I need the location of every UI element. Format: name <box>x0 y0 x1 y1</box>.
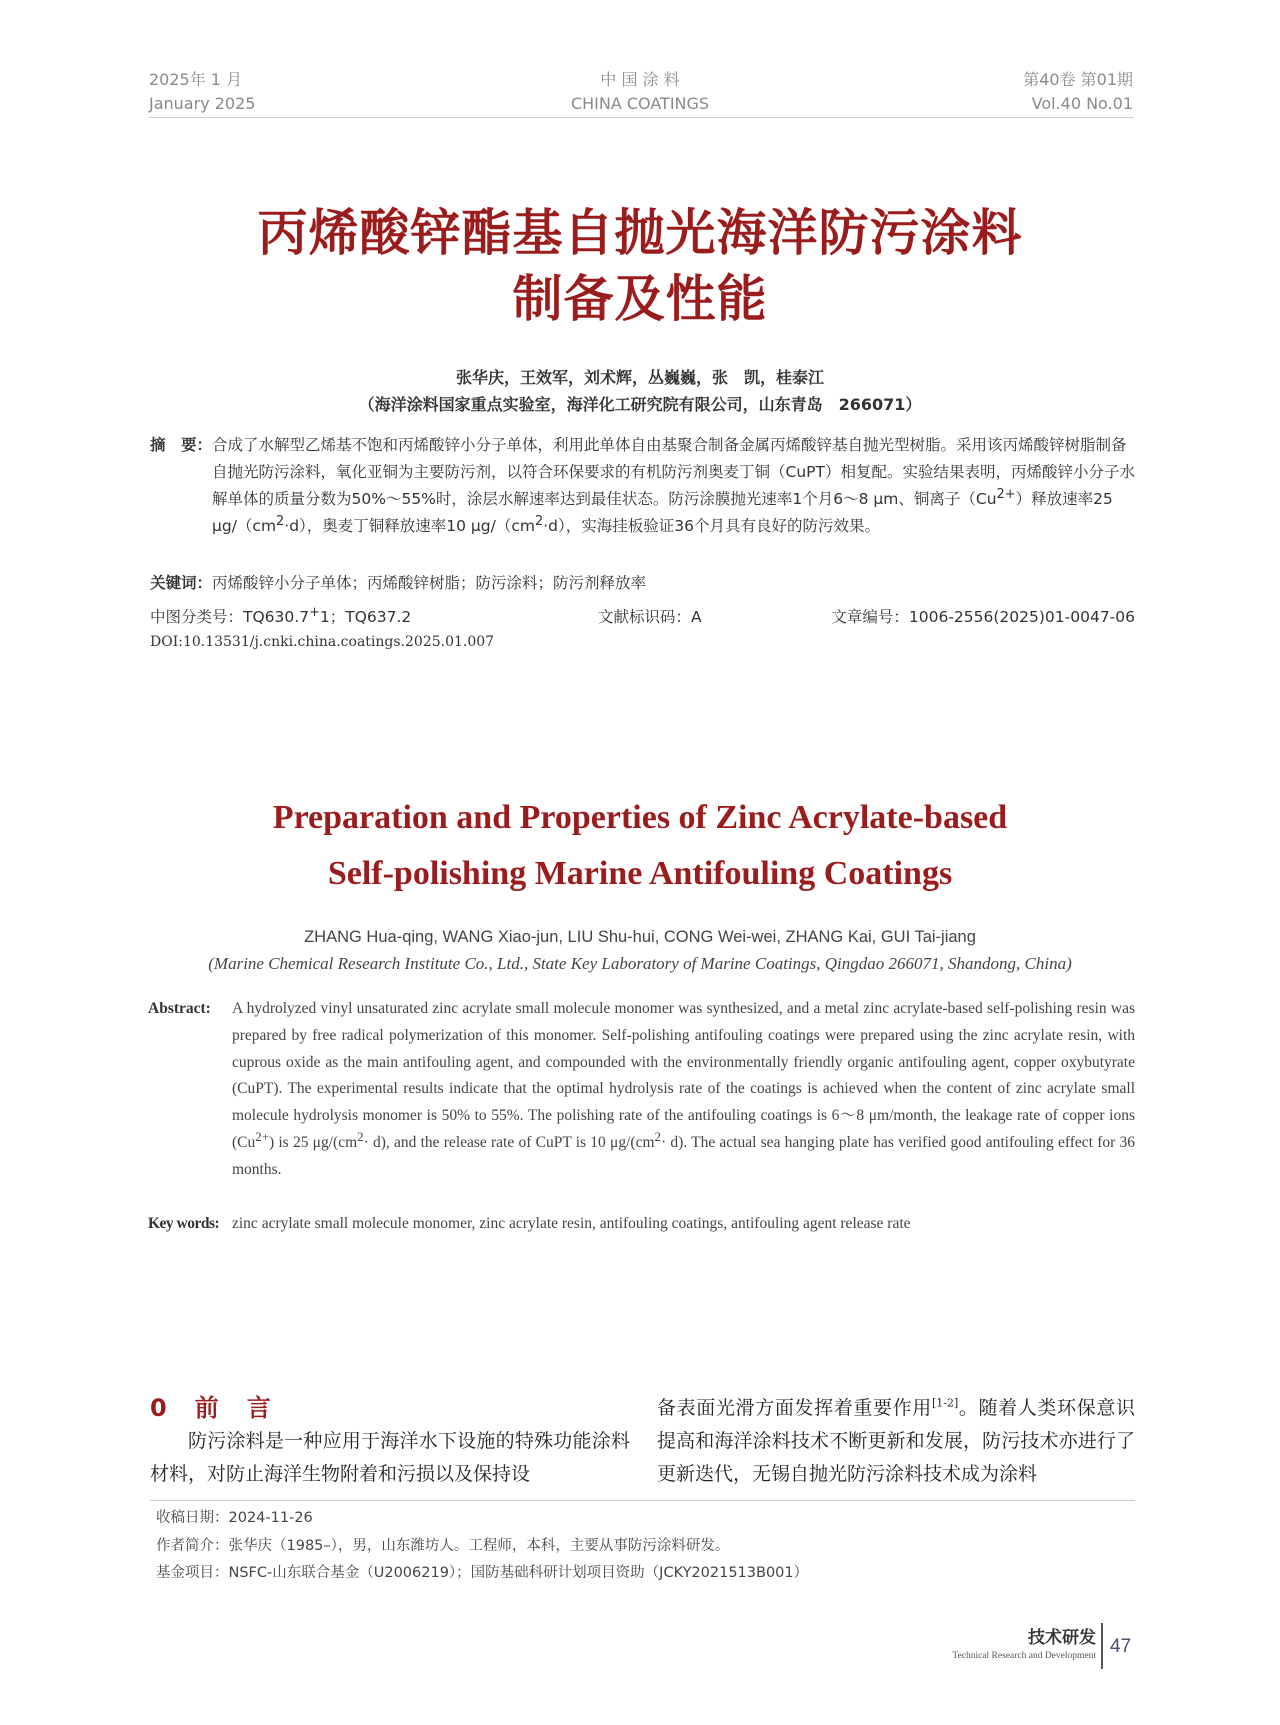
running-header-journal <box>500 68 780 116</box>
en-keywords <box>148 1215 1135 1233</box>
cn-title-line1: 丙烯酸锌酯基自抛光海洋防污涂料 <box>257 204 1023 262</box>
cn-abstract-text-1: 合成了水解型乙烯基不饱和丙烯酸锌小分子单体，利用此单体自由基聚合制备金属丙烯酸锌基自抛光型树脂。采用该丙烯酸锌树脂制备自抛光防污涂料，氧化亚铜为主要防污剂，以符合环保要求的有机防污剂奥麦丁铜（CuPT）相复配。实验结果表明，丙烯酸锌小分子水解单体的质量分数为50%～55%时，涂层水解速率达到最佳状态。防污涂膜抛光速率1个月6～8 μm、铜离子（Cu <box>212 436 1135 508</box>
header-journal-en: CHINA COATINGS <box>570 94 710 113</box>
en-abstract-text-1: A hydrolyzed vinyl unsaturated zinc acrylate small molecule monomer was synthesized, and a metal zinc acrylate-based self-polishing resin was prepared by free radical polymerization of this monomer. Self-polishing antifouling coatings were prepared using the zinc acrylate resin, with cuprous oxide as the main antifouling agent, and compounded with the environmentally friendly organic antifouling agent, copper oxybutyrate (CuPT). The experimental results indicate that the optimal hydrolysis rate of the coatings is achieved when the content of zinc acrylate small molecule hydrolysis monomer is 50% to 55%. The polishing rate of the antifouling coatings is 6～8 μm/month, the leakage rate of copper ions (Cu <box>232 1000 1135 1151</box>
footer-section-cn: 技术研发 <box>1028 1628 1096 1648</box>
footnote-funding: 基金项目：NSFC-山东联合基金（U2006219）；国防基础科研计划项目资助（JCKY2021513B001） <box>156 1565 809 1581</box>
en-abstract-label: Abstract: <box>148 1000 211 1017</box>
en-keywords-label: Key words: <box>148 1215 220 1232</box>
citation-ref[interactable]: [1-2] <box>931 1396 959 1410</box>
body-column-left: 防污涂料是一种应用于海洋水下设施的特殊功能涂料材料，对防止海洋生物附着和污损以及保持设 <box>150 1430 630 1485</box>
cn-title-line2: 制备及性能 <box>512 270 768 328</box>
footnote-received: 收稿日期：2024-11-26 <box>156 1510 313 1526</box>
header-issue-cn: 第40卷 第01期 <box>1023 70 1133 89</box>
en-abstract-text-2: ) is 25 μg/(cm <box>268 1133 358 1151</box>
body-right-text-2: 。随着人类环保意识提高和海洋涂料技术不断更新和发展，防污技术亦进行了更新迭代，无锡自抛光防污涂料技术成为涂料 <box>657 1397 1135 1485</box>
en-authors: ZHANG Hua-qing, WANG Xiao-jun, LIU Shu-hui, CONG Wei-wei, ZHANG Kai, GUI Tai-jiang <box>304 928 976 946</box>
running-header-issue <box>1023 68 1133 116</box>
cn-abstract-sup-3: 2 <box>534 513 544 529</box>
en-keywords-text: zinc acrylate small molecule monomer, zinc acrylate resin, antifouling coatings, antifouling agent release rate <box>232 1215 911 1232</box>
en-abstract-sup-1: 2+ <box>255 1128 269 1144</box>
cn-keywords-text: 丙烯酸锌小分子单体；丙烯酸锌树脂；防污涂料；防污剂释放率 <box>212 574 647 592</box>
cn-class-label: 中图分类号： <box>150 608 244 626</box>
cn-abstract-text-3: ·d），奥麦丁铜释放速率10 μg/（cm <box>284 517 535 535</box>
footer-section-en: Technical Research and Development <box>952 1651 1096 1661</box>
section-heading <box>150 1388 273 1423</box>
cn-keywords <box>150 571 1135 593</box>
section-number: 0 <box>150 1394 169 1422</box>
cn-classification <box>150 605 411 627</box>
body-right-text-1: 备表面光滑方面发挥着重要作用 <box>657 1397 932 1419</box>
cn-abstract-text <box>212 432 1135 540</box>
cn-abstract-label: 摘 要： <box>150 436 213 454</box>
cn-abstract <box>150 432 1135 540</box>
doi[interactable]: DOI:10.13531/j.cnki.china.coatings.2025.01.007 <box>150 634 495 650</box>
en-abstract-text <box>232 996 1135 1184</box>
en-abstract-text-4: · d). The actual sea hanging plate has verified good antifouling effect for 36 months. <box>232 1133 1135 1178</box>
cn-abstract-text-4: ·d），实海挂板验证36个月具有良好的防污效果。 <box>543 517 880 535</box>
footnote-divider <box>150 1500 1135 1501</box>
footnote-author-bio: 作者简介：张华庆（1985–），男，山东潍坊人。工程师，本科，主要从事防污涂料研发。 <box>156 1538 730 1554</box>
cn-class-value2: 1；TQ637.2 <box>319 608 412 626</box>
cn-abstract-sup-1: 2+ <box>996 486 1016 502</box>
en-abstract-sup-2: 2 <box>357 1128 364 1144</box>
page-number: 47 <box>1110 1636 1132 1657</box>
cn-class-value: TQ630.7 <box>243 608 310 626</box>
en-abstract-text-3: · d), and the release rate of CuPT is 10 μg/(cm <box>363 1133 655 1151</box>
cn-article-number: 文章编号：1006-2556(2025)01-0047-06 <box>831 608 1135 626</box>
header-date-cn: 2025年 1 月 <box>149 70 243 89</box>
en-paper-title <box>140 790 1140 902</box>
footer-divider <box>1101 1623 1103 1669</box>
body-column-right <box>657 1392 1135 1491</box>
running-header-date <box>149 68 255 116</box>
cn-paper-title <box>140 200 1140 332</box>
section-title: 前 言 <box>194 1394 273 1422</box>
en-abstract-sup-3: 2 <box>654 1128 661 1144</box>
cn-abstract-sup-2: 2 <box>276 513 285 529</box>
header-divider <box>149 117 1134 118</box>
cn-class-sup: + <box>309 604 320 620</box>
cn-affiliation: （海洋涂料国家重点实验室，海洋化工研究院有限公司，山东青岛 266071） <box>358 395 922 414</box>
header-journal-cn: 中 国 涂 料 <box>600 70 680 89</box>
en-abstract <box>148 996 1135 1184</box>
en-title-line1: Preparation and Properties of Zinc Acrylate-based <box>272 799 1008 836</box>
en-title-line2: Self-polishing Marine Antifouling Coatings <box>327 855 953 892</box>
en-affiliation: (Marine Chemical Research Institute Co., Ltd., State Key Laboratory of Marine Coatings, Qingdao 266071, Shandong, China) <box>208 954 1072 973</box>
header-date-en: January 2025 <box>149 94 256 113</box>
cn-abstract-text-2: ）释放速率25 μg/（cm <box>212 490 1113 535</box>
cn-document-code: 文献标识码：A <box>598 608 702 626</box>
cn-keywords-label: 关键词： <box>150 574 213 592</box>
header-issue-en: Vol.40 No.01 <box>1031 94 1133 113</box>
cn-authors: 张华庆，王效军，刘术辉，丛巍巍，张 凯，桂泰江 <box>455 368 824 387</box>
